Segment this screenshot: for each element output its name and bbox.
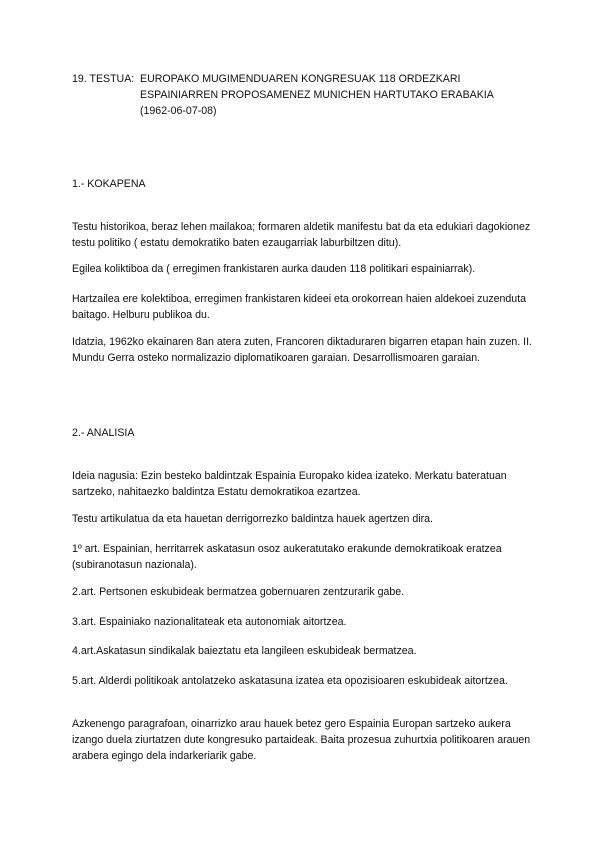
paragraph-hartzailea: Hartzailea ere kolektiboa, erregimen frankistaren kideei eta orokorrean haien aldekoei zuzenduta baitago. Helburu publikoa du. — [72, 293, 527, 321]
title-date: (1962-06-07-08) — [140, 105, 217, 117]
paragraph-testu-artikulatua: Testu artikulatua da eta hauetan derrigorrezko baldintza hauek agertzen dira. — [72, 513, 434, 525]
paragraph-egilea: Egilea koliktiboa da ( erregimen frankistaren aurka dauden 118 politikari espainiarrak). — [72, 263, 476, 275]
text-number: 19. TESTUA: — [72, 73, 135, 85]
title-line-2: ESPAINIARREN PROPOSAMENEZ MUNICHEN HARTUTAKO ERABAKIA — [140, 89, 494, 101]
paragraph-article-5: 5.art. Alderdi politikoak antolatzeko askatasuna izatea eta opozisioaren eskubideak aitortzea. — [72, 675, 508, 687]
paragraph-article-4: 4.art.Askatasun sindikalak baieztatu eta langileen eskubideak bermatzea. — [72, 645, 417, 657]
paragraph-azkenengo: Azkenengo paragrafoan, oinarrizko arau hauek betez gero Espainia Europan sartzeko aukera izango duela ziurtatzen dute kongresuko partaideak. Baita prozesua zuhurtxia politikoaren arauen arabera egingo dela indarkeriarik gabe. — [72, 718, 531, 762]
section-heading-kokapena: 1.- KOKAPENA — [72, 178, 146, 190]
paragraph-article-1: 1º art. Espainian, herritarrek askatasun osoz aukeratutako erakunde demokratikoak eratzea (subiranotasun nazionala). — [72, 543, 502, 571]
title-line-1: EUROPAKO MUGIMENDUAREN KONGRESUAK 118 ORDEZKARI — [140, 73, 461, 85]
paragraph-article-3: 3.art. Espainiako nazionalitateak eta autonomiak aitortzea. — [72, 616, 347, 628]
paragraph-ideia-nagusia: Ideia nagusia: Ezin besteko baldintzak Espainia Europako kidea izateko. Merkatu bateratuan sartzeko, nahitaezko baldintza Estatu demokratikoa ezartzea. — [72, 470, 507, 498]
paragraph-article-2: 2.art. Pertsonen eskubideak bermatzea gobernuaren zentzurarik gabe. — [72, 586, 405, 598]
section-heading-analisia: 2.- ANALISIA — [72, 427, 135, 439]
paragraph-testu-mota: Testu historikoa, beraz lehen mailakoa; formaren aldetik manifestu bat da eta edukiari dagokionez testu politiko ( estatu demokratiko baten ezaugarriak laburbiltzen ditu). — [72, 221, 531, 249]
document-title — [72, 71, 542, 119]
paragraph-data-testuingurua: Idatzia, 1962ko ekainaren 8an atera zuten, Francoren diktaduraren bigarren etapan hain zuzen. II. Mundu Gerra osteko normalizazio diplomatikoaren garaian. Desarrollismoaren garaian. — [72, 336, 532, 364]
